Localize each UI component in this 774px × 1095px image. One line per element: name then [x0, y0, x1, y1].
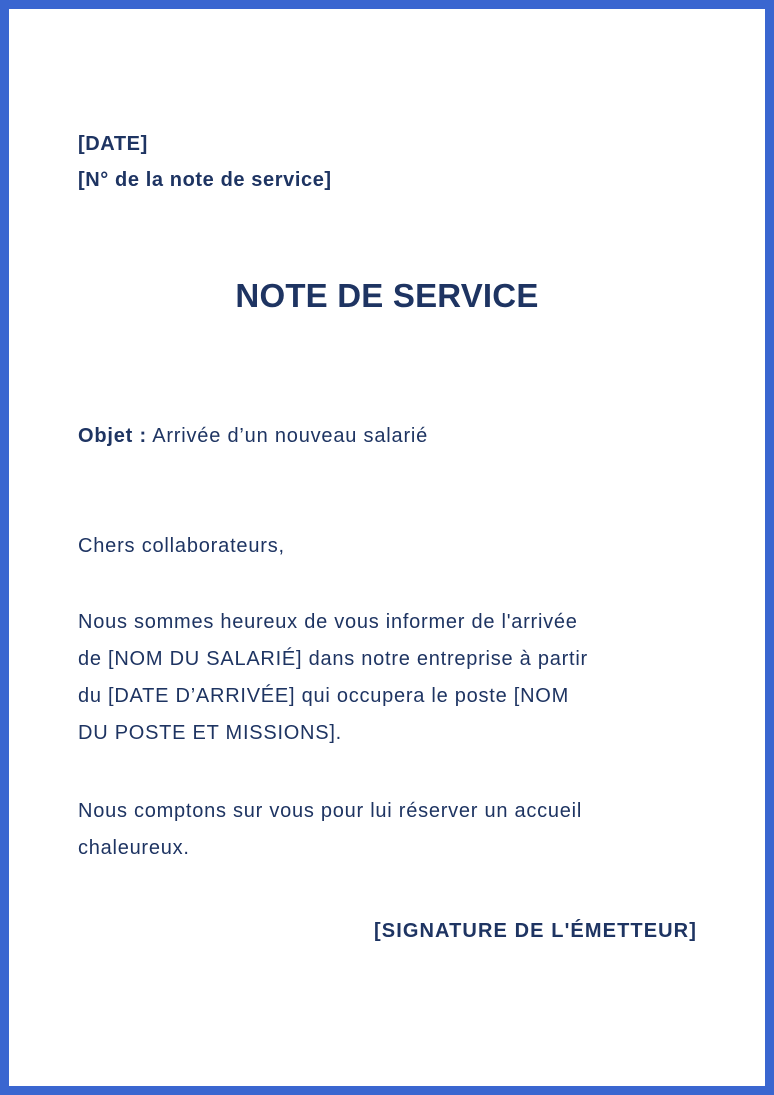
memo-greeting: Chers collaborateurs, — [78, 535, 285, 557]
paragraph-line: DU POSTE ET MISSIONS]. — [78, 722, 342, 744]
paragraph-line: de [NOM DU SALARIÉ] dans notre entreprise à partir — [78, 648, 588, 670]
subject-text: Arrivée d’un nouveau salarié — [146, 425, 429, 447]
memo-paragraph-announcement — [78, 604, 588, 752]
memo-number: [N° de la note de service] — [78, 169, 332, 191]
memo-signature: [SIGNATURE DE L'ÉMETTEUR] — [374, 920, 697, 942]
paragraph-line: du [DATE D’ARRIVÉE] qui occupera le poste [NOM — [78, 685, 569, 707]
paragraph-line: chaleureux. — [78, 837, 190, 859]
subject-label: Objet : — [78, 425, 147, 447]
paragraph-line: Nous sommes heureux de vous informer de l'arrivée — [78, 611, 578, 633]
memo-date: [DATE] — [78, 133, 148, 155]
memo-subject — [78, 425, 428, 448]
paragraph-line: Nous comptons sur vous pour lui réserver un accueil — [78, 800, 583, 822]
memo-title: NOTE DE SERVICE — [235, 277, 539, 314]
memo-header — [78, 126, 332, 198]
memo-paragraph-welcome — [78, 793, 582, 867]
